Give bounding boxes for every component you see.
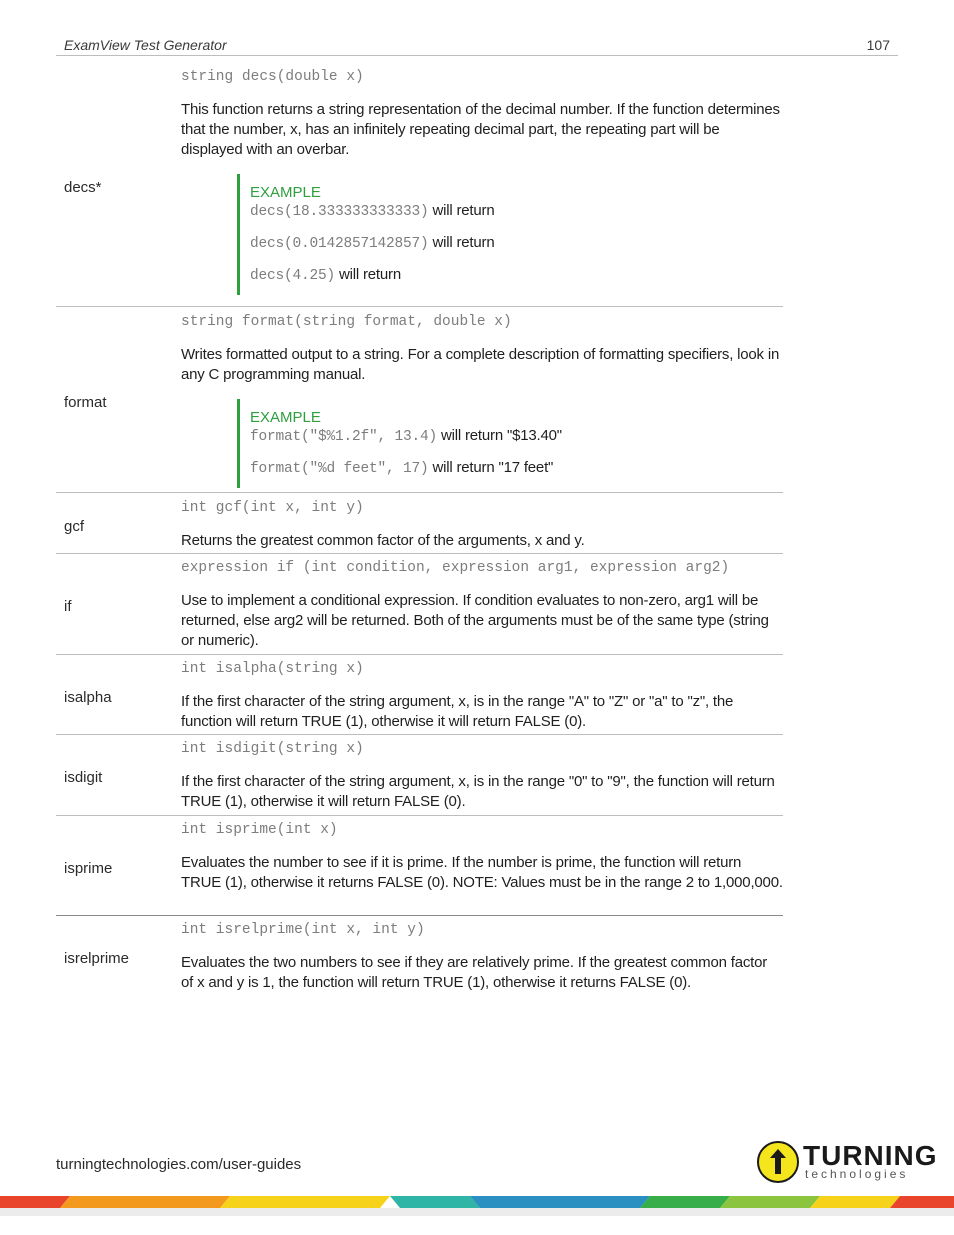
example-block <box>237 174 783 295</box>
upward-arrow-circle-icon <box>757 1141 799 1183</box>
function-details <box>181 313 783 492</box>
example-code: format("$%1.2f", 13.4) <box>250 429 438 445</box>
page-number: 107 <box>866 37 890 53</box>
table-row <box>56 68 783 307</box>
example-result: will return <box>335 266 401 283</box>
table-row <box>56 816 783 916</box>
example-line <box>250 234 783 253</box>
logo-sub-text: technologies <box>805 1167 909 1181</box>
example-line <box>250 427 783 446</box>
function-description: If the first character of the string argument, x, is in the range "A" to "Z" or "a" to "z", the function will return TRUE (1), otherwise it will return FALSE (0). <box>181 693 734 730</box>
example-line <box>250 202 783 221</box>
function-signature: expression if (int condition, expression arg1, expression arg2) <box>181 560 730 576</box>
function-description: Evaluates the two numbers to see if they are relatively prime. If the greatest common factor of x and y is 1, the function will return TRUE (1), otherwise it returns FALSE (0). <box>181 954 768 991</box>
footer-link[interactable]: turningtechnologies.com/user-guides <box>56 1156 302 1173</box>
function-description: If the first character of the string argument, x, is in the range "0" to "9", the function will return TRUE (1), otherwise it will return FALSE (0). <box>181 773 775 810</box>
function-name: format <box>64 394 107 411</box>
table-row <box>56 493 783 554</box>
example-result: will return "$13.40" <box>437 427 562 444</box>
function-signature: int isprime(int x) <box>181 822 338 838</box>
function-signature: int isdigit(string x) <box>181 741 364 757</box>
function-details <box>181 660 783 734</box>
example-result: will return <box>428 202 495 219</box>
table-row <box>56 554 783 655</box>
footer-stripe-shadow <box>0 1208 954 1216</box>
example-code: decs(18.333333333333) <box>250 204 429 220</box>
function-details <box>181 740 783 815</box>
function-name: decs* <box>64 178 102 196</box>
function-signature: int gcf(int x, int y) <box>181 500 364 516</box>
function-name: isdigit <box>64 769 103 786</box>
function-signature: int isalpha(string x) <box>181 661 364 677</box>
function-signature: int isrelprime(int x, int y) <box>181 922 425 938</box>
function-signature: string format(string format, double x) <box>181 314 512 330</box>
function-description: This function returns a string representation of the decimal number. If the function determines that the number, x, has an infinitely repeating decimal part, the repeating part will be displayed with an overbar. <box>181 101 780 158</box>
example-code: decs(4.25) <box>250 268 336 284</box>
page-header <box>56 37 898 56</box>
footer-color-stripe <box>0 1196 954 1208</box>
example-result: will return <box>428 234 495 251</box>
turning-logo <box>757 1140 938 1187</box>
function-description: Returns the greatest common factor of the arguments, x and y. <box>181 532 585 549</box>
function-details <box>181 921 783 996</box>
function-name: isalpha <box>64 688 112 706</box>
function-description: Use to implement a conditional expression. If condition evaluates to non-zero, arg1 will be returned, else arg2 will be returned. Both of the arguments must be of the same type (string or numeric). <box>181 592 769 649</box>
function-name: if <box>64 598 72 615</box>
function-name: isprime <box>64 859 113 877</box>
table-row <box>56 655 783 735</box>
example-line <box>250 459 783 478</box>
function-table <box>56 68 783 996</box>
function-details <box>181 559 783 654</box>
function-description: Writes formatted output to a string. For a complete description of formatting specifiers, look in any C programming manual. <box>181 346 780 383</box>
example-result: will return "17 feet" <box>428 459 554 476</box>
example-code: decs(0.0142857142857) <box>250 236 429 252</box>
example-block <box>237 399 783 488</box>
example-code: format("%d feet", 17) <box>250 461 429 477</box>
function-description: Evaluates the number to see if it is prime. If the number is prime, the function will return TRUE (1), otherwise it returns FALSE (0). NOTE: Values must be in the range 2 to 1,000,000. <box>181 854 783 891</box>
function-name: gcf <box>64 517 85 535</box>
table-row <box>56 916 783 996</box>
example-label: EXAMPLE <box>250 409 321 426</box>
example-line <box>250 266 783 285</box>
example-label: EXAMPLE <box>250 184 321 201</box>
function-name: isrelprime <box>64 950 130 967</box>
table-row <box>56 307 783 493</box>
table-row <box>56 735 783 816</box>
logo-brand-text: TURNING <box>803 1140 938 1171</box>
document-title: ExamView Test Generator <box>64 37 227 53</box>
function-details <box>181 68 783 306</box>
function-details <box>181 499 783 553</box>
function-details <box>181 821 783 915</box>
function-signature: string decs(double x) <box>181 69 364 85</box>
